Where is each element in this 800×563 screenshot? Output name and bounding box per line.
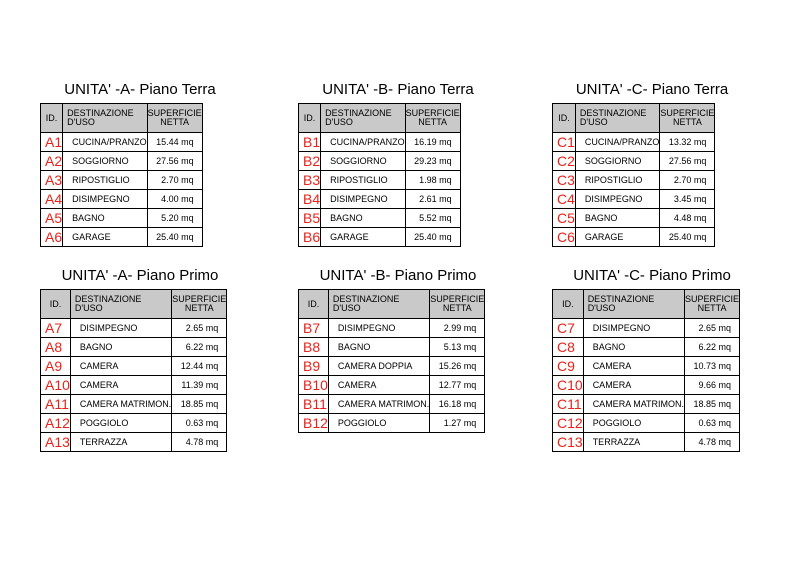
table-row bbox=[553, 338, 740, 357]
room-use: POGGIOLO bbox=[328, 414, 429, 433]
room-use: BAGNO bbox=[583, 338, 684, 357]
room-use: BAGNO bbox=[70, 338, 171, 357]
room-area: 5.52 mq bbox=[405, 209, 460, 228]
table-row bbox=[41, 376, 227, 395]
room-table bbox=[40, 103, 203, 247]
room-area: 18.85 mq bbox=[685, 395, 740, 414]
room-use: BAGNO bbox=[575, 209, 660, 228]
table-row bbox=[553, 433, 740, 452]
room-table bbox=[40, 289, 227, 452]
use-header: DESTINAZIONE D'USO bbox=[321, 104, 406, 133]
id-header: ID. bbox=[299, 290, 329, 319]
use-header: DESTINAZIONE D'USO bbox=[63, 104, 148, 133]
room-area: 15.26 mq bbox=[430, 357, 485, 376]
use-header: DESTINAZIONE D'USO bbox=[583, 290, 684, 319]
area-header-line1: SUPERFICIE bbox=[430, 294, 485, 304]
room-id: A11 bbox=[41, 395, 71, 414]
room-area: 1.98 mq bbox=[405, 171, 460, 190]
table-row bbox=[41, 171, 203, 190]
table-row bbox=[41, 433, 227, 452]
room-use: CAMERA bbox=[70, 357, 171, 376]
room-use: RIPOSTIGLIO bbox=[575, 171, 660, 190]
room-area: 12.77 mq bbox=[430, 376, 485, 395]
room-area: 6.22 mq bbox=[685, 338, 740, 357]
room-area: 4.00 mq bbox=[147, 190, 202, 209]
unit-title: UNITA' -C- Piano Terra bbox=[575, 81, 729, 98]
table-row bbox=[299, 152, 461, 171]
room-area: 27.56 mq bbox=[660, 152, 715, 171]
room-use: DISIMPEGNO bbox=[575, 190, 660, 209]
room-id: A10 bbox=[41, 376, 71, 395]
room-area: 25.40 mq bbox=[147, 228, 202, 247]
area-header-line2: NETTA bbox=[184, 303, 214, 313]
room-area: 2.65 mq bbox=[685, 319, 740, 338]
room-id: A1 bbox=[41, 133, 63, 152]
room-use: GARAGE bbox=[575, 228, 660, 247]
room-id: B6 bbox=[299, 228, 321, 247]
room-table bbox=[552, 289, 740, 452]
room-id: B2 bbox=[299, 152, 321, 171]
room-id: A9 bbox=[41, 357, 71, 376]
unit-title: UNITA' -B- Piano Terra bbox=[322, 81, 474, 98]
room-id: A6 bbox=[41, 228, 63, 247]
room-area: 27.56 mq bbox=[147, 152, 202, 171]
room-use: RIPOSTIGLIO bbox=[63, 171, 148, 190]
area-header bbox=[660, 104, 715, 133]
room-use: CAMERA DOPPIA bbox=[328, 357, 429, 376]
room-use: BAGNO bbox=[328, 338, 429, 357]
table-row bbox=[299, 338, 485, 357]
area-header bbox=[685, 290, 740, 319]
room-id: B11 bbox=[299, 395, 329, 414]
table-row bbox=[299, 171, 461, 190]
room-table bbox=[298, 289, 485, 433]
room-use: BAGNO bbox=[63, 209, 148, 228]
table-row bbox=[299, 376, 485, 395]
room-use: DISIMPEGNO bbox=[63, 190, 148, 209]
room-area: 0.63 mq bbox=[685, 414, 740, 433]
room-id: B12 bbox=[299, 414, 329, 433]
room-area: 0.63 mq bbox=[172, 414, 227, 433]
room-id: A12 bbox=[41, 414, 71, 433]
room-id: C1 bbox=[553, 133, 576, 152]
id-header: ID. bbox=[553, 104, 576, 133]
room-area: 25.40 mq bbox=[660, 228, 715, 247]
room-use: SOGGIORNO bbox=[63, 152, 148, 171]
room-area: 5.13 mq bbox=[430, 338, 485, 357]
room-use: DISIMPEGNO bbox=[328, 319, 429, 338]
room-use: CAMERA bbox=[70, 376, 171, 395]
room-area: 2.99 mq bbox=[430, 319, 485, 338]
room-id: C9 bbox=[553, 357, 584, 376]
table-row bbox=[299, 133, 461, 152]
table-row bbox=[299, 414, 485, 433]
area-header-line1: SUPERFICIE bbox=[172, 294, 227, 304]
unit-title: UNITA' -A- Piano Terra bbox=[64, 81, 216, 98]
room-id: B10 bbox=[299, 376, 329, 395]
room-area: 12.44 mq bbox=[172, 357, 227, 376]
room-id: B9 bbox=[299, 357, 329, 376]
use-header: DESTINAZIONE D'USO bbox=[70, 290, 171, 319]
room-id: B8 bbox=[299, 338, 329, 357]
room-use: CUCINA/PRANZO bbox=[575, 133, 660, 152]
room-area: 16.18 mq bbox=[430, 395, 485, 414]
room-use: CAMERA bbox=[328, 376, 429, 395]
room-id: C11 bbox=[553, 395, 584, 414]
table-row bbox=[299, 395, 485, 414]
table-row bbox=[553, 190, 715, 209]
table-row bbox=[299, 228, 461, 247]
table-row bbox=[299, 319, 485, 338]
room-use: CAMERA bbox=[583, 376, 684, 395]
table-row bbox=[41, 357, 227, 376]
unit-title: UNITA' -B- Piano Primo bbox=[319, 267, 477, 284]
room-id: C13 bbox=[553, 433, 584, 452]
room-id: C8 bbox=[553, 338, 584, 357]
table-row bbox=[41, 228, 203, 247]
room-id: C4 bbox=[553, 190, 576, 209]
table-row bbox=[299, 190, 461, 209]
room-use: POGGIOLO bbox=[583, 414, 684, 433]
area-header-line2: NETTA bbox=[442, 303, 472, 313]
table-row bbox=[41, 414, 227, 433]
room-area: 29.23 mq bbox=[405, 152, 460, 171]
room-id: C5 bbox=[553, 209, 576, 228]
room-use: TERRAZZA bbox=[583, 433, 684, 452]
id-header: ID. bbox=[553, 290, 584, 319]
room-id: C10 bbox=[553, 376, 584, 395]
room-table bbox=[298, 103, 461, 247]
room-use: CAMERA MATRIMON. bbox=[583, 395, 684, 414]
table-row bbox=[299, 209, 461, 228]
table-row bbox=[553, 414, 740, 433]
area-header-line2: NETTA bbox=[697, 303, 727, 313]
room-id: A7 bbox=[41, 319, 71, 338]
area-header bbox=[147, 104, 202, 133]
room-id: C3 bbox=[553, 171, 576, 190]
room-area: 25.40 mq bbox=[405, 228, 460, 247]
room-id: C7 bbox=[553, 319, 584, 338]
room-use: CAMERA MATRIMON. bbox=[70, 395, 171, 414]
room-id: A4 bbox=[41, 190, 63, 209]
room-id: C12 bbox=[553, 414, 584, 433]
area-header-line2: NETTA bbox=[673, 117, 702, 127]
table-row bbox=[41, 133, 203, 152]
area-header-line1: SUPERFICIE bbox=[660, 108, 715, 118]
room-area: 6.22 mq bbox=[172, 338, 227, 357]
id-header: ID. bbox=[41, 104, 63, 133]
room-id: A5 bbox=[41, 209, 63, 228]
room-use: POGGIOLO bbox=[70, 414, 171, 433]
use-header: DESTINAZIONE D'USO bbox=[328, 290, 429, 319]
room-area: 10.73 mq bbox=[685, 357, 740, 376]
room-area: 3.45 mq bbox=[660, 190, 715, 209]
table-row bbox=[553, 133, 715, 152]
area-header-line1: SUPERFICIE bbox=[147, 108, 202, 118]
table-row bbox=[41, 209, 203, 228]
room-use: SOGGIORNO bbox=[575, 152, 660, 171]
area-header-line1: SUPERFICIE bbox=[405, 108, 460, 118]
id-header: ID. bbox=[41, 290, 71, 319]
table-row bbox=[553, 171, 715, 190]
room-use: CAMERA bbox=[583, 357, 684, 376]
table-row bbox=[553, 376, 740, 395]
room-id: B3 bbox=[299, 171, 321, 190]
room-area: 15.44 mq bbox=[147, 133, 202, 152]
room-area: 18.85 mq bbox=[172, 395, 227, 414]
room-area: 4.48 mq bbox=[660, 209, 715, 228]
id-header: ID. bbox=[299, 104, 321, 133]
room-id: B5 bbox=[299, 209, 321, 228]
table-row bbox=[553, 395, 740, 414]
area-header bbox=[405, 104, 460, 133]
area-header-line2: NETTA bbox=[418, 117, 448, 127]
table-row bbox=[41, 395, 227, 414]
area-header bbox=[430, 290, 485, 319]
area-header-line1: SUPERFICIE bbox=[685, 294, 740, 304]
room-id: C6 bbox=[553, 228, 576, 247]
room-use: DISIMPEGNO bbox=[70, 319, 171, 338]
room-area: 11.39 mq bbox=[172, 376, 227, 395]
room-use: TERRAZZA bbox=[70, 433, 171, 452]
use-header: DESTINAZIONE D'USO bbox=[575, 104, 660, 133]
room-table bbox=[552, 103, 715, 247]
room-use: DISIMPEGNO bbox=[583, 319, 684, 338]
room-id: B1 bbox=[299, 133, 321, 152]
area-header-line2: NETTA bbox=[160, 117, 190, 127]
room-use: DISIMPEGNO bbox=[321, 190, 406, 209]
room-area: 5.20 mq bbox=[147, 209, 202, 228]
room-area: 2.61 mq bbox=[405, 190, 460, 209]
room-id: A3 bbox=[41, 171, 63, 190]
table-row bbox=[299, 357, 485, 376]
table-row bbox=[41, 152, 203, 171]
room-use: CUCINA/PRANZO bbox=[63, 133, 148, 152]
table-row bbox=[553, 357, 740, 376]
room-area: 9.66 mq bbox=[685, 376, 740, 395]
room-id: B7 bbox=[299, 319, 329, 338]
room-area: 2.70 mq bbox=[147, 171, 202, 190]
table-row bbox=[553, 319, 740, 338]
room-use: GARAGE bbox=[321, 228, 406, 247]
room-use: RIPOSTIGLIO bbox=[321, 171, 406, 190]
area-header bbox=[172, 290, 227, 319]
room-use: SOGGIORNO bbox=[321, 152, 406, 171]
room-use: GARAGE bbox=[63, 228, 148, 247]
room-id: A2 bbox=[41, 152, 63, 171]
room-area: 2.70 mq bbox=[660, 171, 715, 190]
table-row bbox=[553, 152, 715, 171]
room-id: B4 bbox=[299, 190, 321, 209]
table-row bbox=[553, 228, 715, 247]
room-area: 16.19 mq bbox=[405, 133, 460, 152]
room-use: CAMERA MATRIMON. bbox=[328, 395, 429, 414]
table-row bbox=[41, 190, 203, 209]
room-area: 2.65 mq bbox=[172, 319, 227, 338]
table-row bbox=[41, 319, 227, 338]
room-area: 4.78 mq bbox=[172, 433, 227, 452]
room-use: BAGNO bbox=[321, 209, 406, 228]
room-use: CUCINA/PRANZO bbox=[321, 133, 406, 152]
room-area: 1.27 mq bbox=[430, 414, 485, 433]
unit-title: UNITA' -A- Piano Primo bbox=[61, 267, 219, 284]
table-row bbox=[41, 338, 227, 357]
room-id: A8 bbox=[41, 338, 71, 357]
room-area: 13.32 mq bbox=[660, 133, 715, 152]
room-id: C2 bbox=[553, 152, 576, 171]
room-id: A13 bbox=[41, 433, 71, 452]
table-row bbox=[553, 209, 715, 228]
unit-title: UNITA' -C- Piano Primo bbox=[573, 267, 731, 284]
room-area: 4.78 mq bbox=[685, 433, 740, 452]
